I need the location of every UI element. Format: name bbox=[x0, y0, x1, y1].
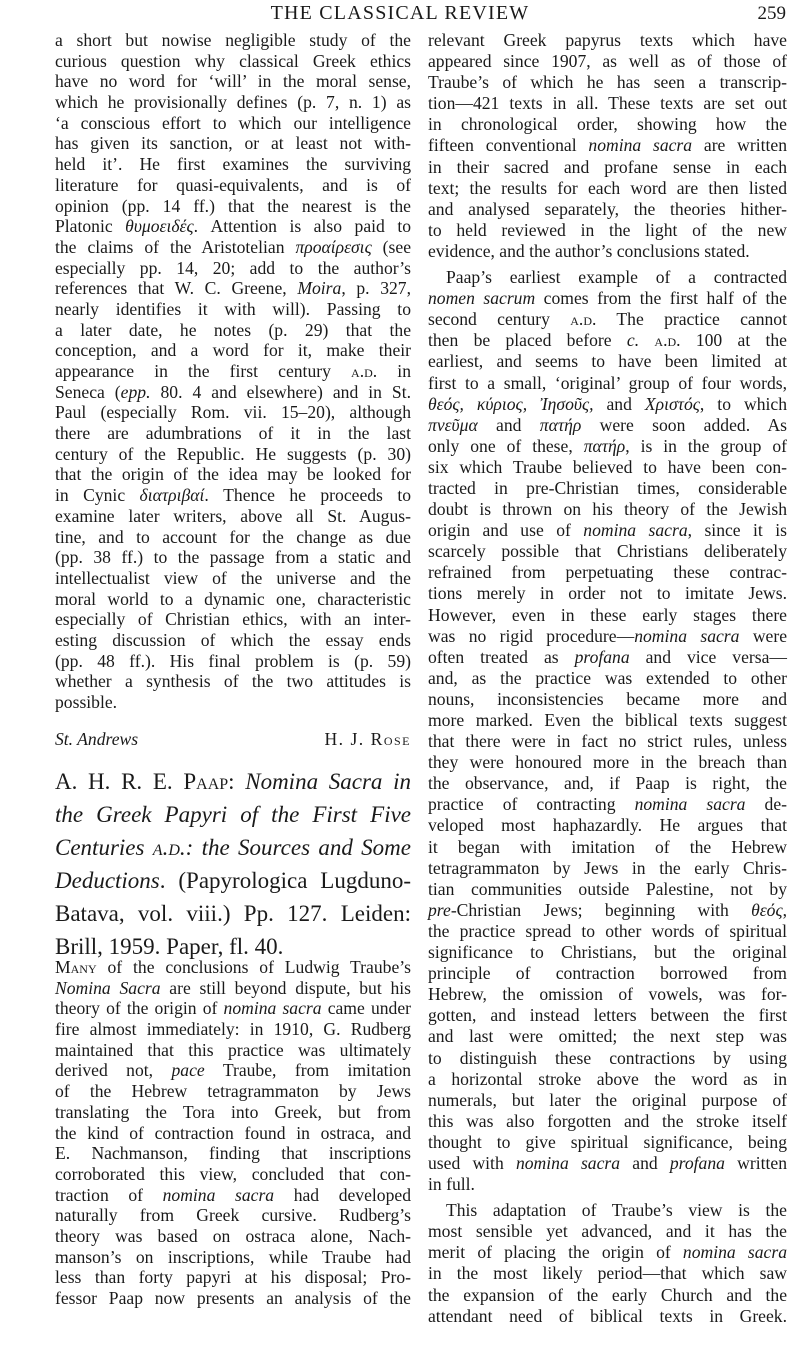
text-line: However, even in these early stages there bbox=[428, 604, 787, 625]
text-line: tetragrammaton by Jews in the early Chris- bbox=[428, 857, 787, 878]
running-head bbox=[0, 0, 800, 30]
text-line: tine, and to account for the change as due bbox=[55, 526, 411, 547]
text-line: century of the Republic. He suggests (p. 30) bbox=[55, 443, 411, 464]
left-column-text bbox=[55, 30, 411, 713]
text-line: the practice spread to other words of spiritual bbox=[428, 920, 787, 941]
text-line: E. Nachmanson, finding that inscriptions bbox=[55, 1143, 411, 1164]
text-line: Paap’s earliest example of a contracted bbox=[446, 267, 787, 288]
text-line: Seneca (epp. 80. 4 and elsewhere) and in St. bbox=[55, 381, 411, 402]
text-line: a horizontal stroke above the word as in bbox=[428, 1068, 787, 1089]
text-line: derived not, pace Traube, from imitation bbox=[55, 1060, 412, 1081]
text-line: (pp. 38 ff.) to the passage from a static and bbox=[55, 547, 411, 568]
text-line: that there were in fact no strict rules, unless bbox=[428, 731, 787, 752]
text-line: Traube’s of which he has seen a transcrip- bbox=[428, 72, 787, 93]
text-line: moral world to a dynamic one, characteristic bbox=[55, 588, 411, 609]
text-line: first to a small, ‘original’ group of four words, bbox=[428, 372, 787, 393]
review-signature bbox=[55, 729, 411, 750]
text-line: This adaptation of Traube’s view is the bbox=[446, 1200, 787, 1221]
text-line: the expansion of the early Church and the bbox=[428, 1284, 787, 1305]
text-line: appeared since 1907, as well as of those of bbox=[428, 51, 787, 72]
paragraph bbox=[55, 957, 411, 1309]
text-line: relevant Greek papyrus texts which have bbox=[428, 30, 787, 50]
text-line: they were honoured more in the breach than bbox=[428, 752, 787, 773]
text-line: tian communities outside Palestine, not by bbox=[428, 878, 787, 899]
text-line: held it’. He first examines the surviving bbox=[55, 154, 411, 175]
journal-title: THE CLASSICAL REVIEW bbox=[270, 2, 530, 24]
text-line: curious question why classical Greek ethics bbox=[55, 50, 411, 71]
text-line: manson’s on inscriptions, while Traube had bbox=[55, 1246, 411, 1267]
text-line: and last were omitted; the next step was bbox=[428, 1026, 787, 1047]
text-line: of the Hebrew tetragrammaton by Jews bbox=[55, 1081, 411, 1102]
text-line: tracted in pre-Christian times, considerable bbox=[428, 477, 787, 498]
text-line: esting discussion of which the essay ends bbox=[55, 629, 411, 650]
text-line: in full. bbox=[428, 1174, 475, 1195]
text-line: evidence, and the author’s conclusions stated. bbox=[428, 240, 750, 261]
text-line: in Cynic διατριβαί. Thence he proceeds to bbox=[55, 485, 412, 506]
text-line: appearance in the first century a.d. in bbox=[55, 361, 411, 381]
text-line: Hebrew, the omission of vowels, was for- bbox=[428, 984, 787, 1005]
text-line: in the most likely period—that which saw bbox=[428, 1263, 787, 1284]
text-line: especially pp. 14, 20; add to the author’s bbox=[55, 257, 411, 278]
text-line: (pp. 48 ff.). His final problem is (p. 59) bbox=[55, 650, 411, 671]
review-body-text bbox=[55, 957, 411, 1309]
text-line: pre-Christian Jews; beginning with θεός, bbox=[428, 899, 787, 920]
text-line: significance to Christians, but the original bbox=[428, 942, 787, 963]
text-line: six which Traube believed to have been con- bbox=[428, 456, 787, 477]
paragraph bbox=[428, 30, 787, 262]
text-line: fifteen conventional nomina sacra are written bbox=[428, 135, 787, 156]
text-line: to held reviewed in the light of the new bbox=[428, 219, 787, 240]
heading-line: Brill, 1959. Paper, fl. 40. bbox=[55, 934, 284, 959]
text-line: corroborated this view, concluded that con- bbox=[55, 1163, 411, 1184]
signature-author: H. J. Rose bbox=[324, 729, 411, 749]
text-line: has given its sanction, or at least not with- bbox=[55, 133, 411, 154]
heading-line: Batava, vol. viii.) Pp. 127. Leiden: bbox=[55, 901, 411, 926]
text-line: fessor Paap now presents an analysis of the bbox=[55, 1288, 411, 1308]
text-line: this was also forgotten and the stroke itself bbox=[428, 1110, 787, 1131]
text-line: second century a.d. The practice cannot bbox=[428, 309, 787, 330]
paragraph bbox=[428, 267, 787, 1195]
text-line: theory of the origin of nomina sacra came under bbox=[55, 998, 412, 1019]
heading-line: the Greek Papyri of the First Five bbox=[55, 802, 411, 827]
text-line: nearly identifies it with will). Passing to bbox=[55, 298, 411, 319]
text-line: Many of the conclusions of Ludwig Traube’s bbox=[55, 957, 411, 977]
text-line: attendant need of biblical texts in Greek. bbox=[428, 1305, 787, 1326]
text-line: refrained from perpetuating these contrac- bbox=[428, 562, 787, 583]
text-line: veloped most haphazardly. He argues that bbox=[428, 815, 787, 836]
text-line: tion—421 texts in all. These texts are set out bbox=[428, 93, 787, 114]
text-line: text; the results for each word are then listed bbox=[428, 177, 787, 198]
text-line: translating the Tora into Greek, but from bbox=[55, 1101, 411, 1122]
text-line: most sensible yet advanced, and it has the bbox=[428, 1221, 787, 1242]
text-line: theory was based on ostraca alone, Nach- bbox=[55, 1225, 411, 1246]
text-line: Platonic θυμοειδές. Attention is also paid to bbox=[55, 216, 412, 237]
text-line: the observance, and, if Paap is right, the bbox=[428, 773, 787, 794]
text-line: principle of contraction borrowed from bbox=[428, 963, 787, 984]
text-line: which he provisionally defines (p. 7, n. 1) as bbox=[55, 92, 411, 113]
text-line: traction of nomina sacra had developed bbox=[55, 1184, 412, 1205]
text-line: used with nomina sacra and profana written bbox=[428, 1152, 787, 1173]
heading-line: Centuries a.d.: the Sources and Some bbox=[55, 835, 412, 860]
text-line: practice of contracting nomina sacra de- bbox=[428, 794, 787, 815]
page-number: 259 bbox=[757, 3, 786, 24]
text-line: more marked. Even the biblical texts suggest bbox=[428, 710, 787, 730]
text-line: a later date, he notes (p. 29) that the bbox=[55, 319, 411, 340]
text-line: πνεῦμα and πατήρ were soon added. As bbox=[428, 414, 787, 435]
text-line: Paul (especially Rom. vii. 15–20), although bbox=[55, 402, 411, 423]
text-line: earliest, and seems to have been limited at bbox=[428, 351, 787, 372]
text-line: literature for quasi-equivalents, and is of bbox=[55, 174, 411, 195]
review-heading bbox=[55, 765, 411, 963]
text-line: scarcely possible that Christians deliberately bbox=[428, 541, 787, 562]
text-line: less than forty papyri at his disposal; Pro- bbox=[55, 1267, 411, 1288]
text-line: merit of placing the origin of nomina sacra bbox=[428, 1242, 787, 1263]
text-line: have no word for ‘will’ in the moral sense, bbox=[55, 71, 411, 92]
signature-place: St. Andrews bbox=[55, 729, 139, 749]
text-line: thought to give spiritual significance, being bbox=[428, 1131, 787, 1152]
text-line: gotten, and instead letters between the first bbox=[428, 1005, 787, 1026]
text-line: opinion (pp. 14 ff.) that the nearest is the bbox=[55, 195, 411, 216]
text-line: maintained that this practice was ultimately bbox=[55, 1039, 411, 1060]
text-line: fire almost immediately: in 1910, G. Rudberg bbox=[55, 1019, 411, 1040]
text-line: that the origin of the idea may be looked for bbox=[55, 464, 411, 485]
text-line: it began with imitation of the Hebrew bbox=[428, 836, 787, 857]
text-line: examine later writers, above all St. Augus- bbox=[55, 505, 411, 526]
text-line: to distinguish these contractions by using bbox=[428, 1047, 787, 1068]
text-line: Nomina Sacra are still beyond dispute, but his bbox=[55, 977, 411, 998]
text-line: only one of these, πατήρ, is in the group of bbox=[428, 435, 787, 456]
text-line: naturally from Greek cursive. Rudberg’s bbox=[55, 1205, 411, 1226]
text-line: especially of Christian ethics, with an inter- bbox=[55, 609, 411, 630]
paragraph bbox=[428, 1200, 787, 1327]
text-line: nouns, inconsistencies became more and bbox=[428, 688, 787, 709]
text-line: possible. bbox=[55, 692, 118, 712]
right-column-text bbox=[428, 30, 787, 1327]
text-line: there are adumbrations of it in the last bbox=[55, 423, 411, 444]
text-line: doubt is thrown on his theory of the Jewish bbox=[428, 499, 787, 520]
text-line: the claims of the Aristotelian προαίρεσις (see bbox=[55, 236, 411, 257]
text-line: references that W. C. Greene, Moira, p. 327, bbox=[55, 278, 412, 299]
text-line: nomen sacrum comes from the first half of the bbox=[428, 288, 787, 309]
text-line: intellectualist view of the universe and the bbox=[55, 567, 411, 588]
text-line: numerals, but later the original purpose of bbox=[428, 1089, 787, 1110]
text-line: the kind of contraction found in ostraca, and bbox=[55, 1122, 411, 1143]
text-line: in chronological order, showing how the bbox=[428, 114, 787, 135]
text-line: tions merely in order not to imitate Jews. bbox=[428, 583, 787, 604]
text-line: origin and use of nomina sacra, since it is bbox=[428, 520, 787, 541]
text-line: ‘a conscious effort to which our intelligence bbox=[55, 112, 411, 133]
text-line: was no rigid procedure—nomina sacra were bbox=[428, 625, 787, 646]
text-line: θεός, κύριος, Ἰησοῦς, and Χριστός, to which bbox=[428, 393, 787, 414]
heading-line: A. H. R. E. Paap: Nomina Sacra in bbox=[55, 769, 411, 794]
text-line: and, as the practice was extended to other bbox=[428, 667, 787, 688]
paragraph bbox=[55, 30, 411, 713]
text-line: often treated as profana and vice versa— bbox=[428, 646, 787, 667]
text-line: and analysed separately, the theories hither- bbox=[428, 198, 787, 219]
text-line: a short but nowise negligible study of the bbox=[55, 30, 411, 50]
text-line: whether a synthesis of the two attitudes is bbox=[55, 671, 411, 692]
text-line: in their sacred and profane sense in each bbox=[428, 156, 787, 177]
text-line: conception, and a word for it, make their bbox=[55, 340, 411, 361]
heading-line: Deductions. (Papyrologica Lugduno- bbox=[55, 868, 411, 893]
text-line: then be placed before c. a.d. 100 at the bbox=[428, 330, 787, 351]
